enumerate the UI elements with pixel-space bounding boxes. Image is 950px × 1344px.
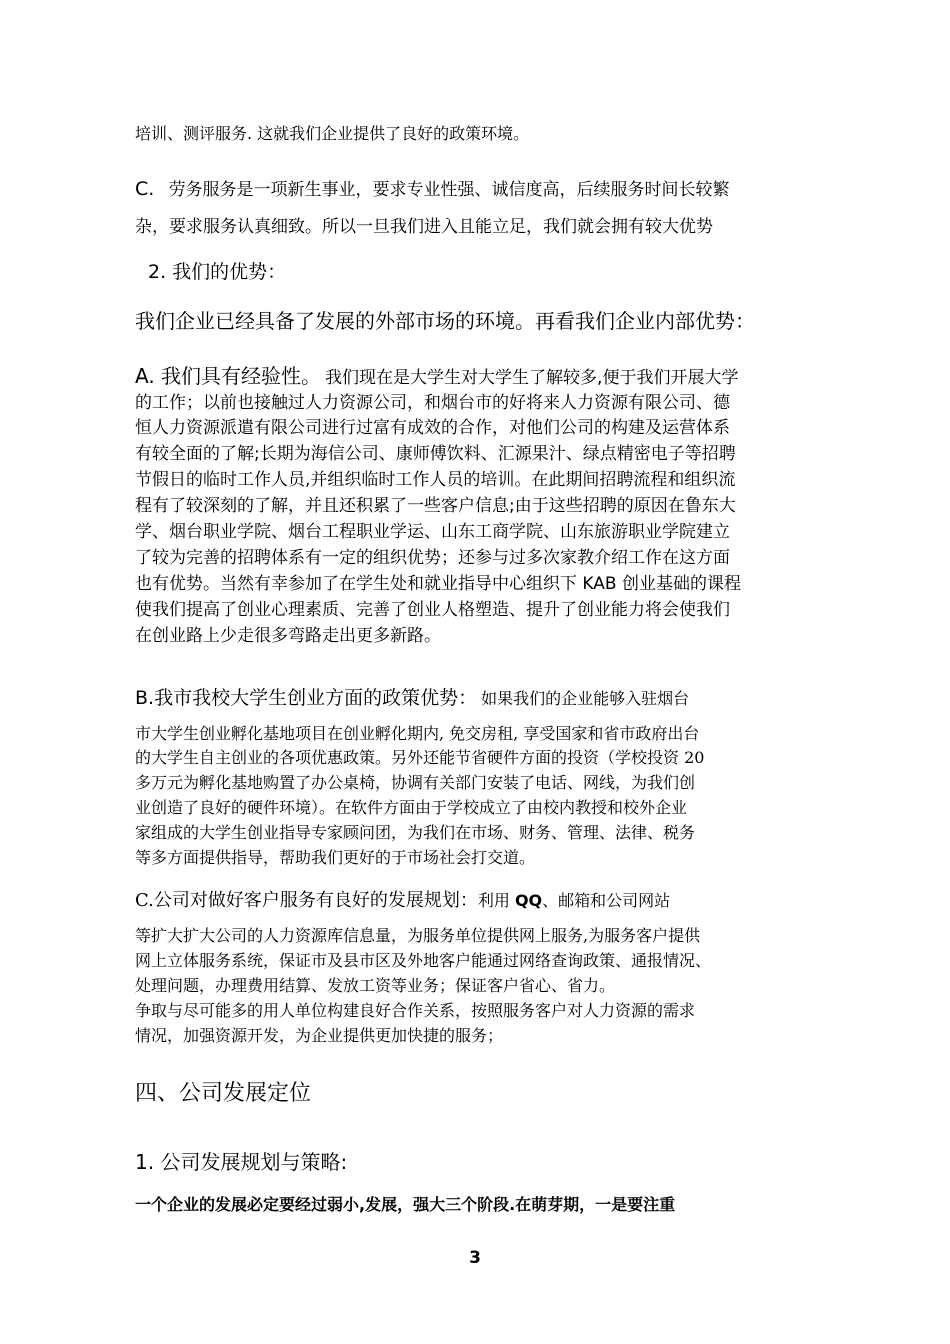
paragraph-line: 使我们提高了创业心理素质、完善了创业人格塑造、提升了创业能力将会使我们 xyxy=(135,600,730,620)
paragraph-text: 劳务服务是一项新生事业，要求专业性强、诚信度高，后续服务时间长较繁 xyxy=(168,180,730,200)
paragraph-line: 市大学生创业孵化基地项目在创业孵化期内, 免交房租, 享受国家和省市政府出台 xyxy=(135,724,700,743)
paragraph-line: 节假日的临时工作人员,并组织临时工作人员的培训。在此期间招聘流程和组织流 xyxy=(135,470,736,490)
paragraph-line: 了较为完善的招聘体系有一定的组织优势；还参与过多次家教介绍工作在这方面 xyxy=(135,548,730,568)
paragraph-line: 家组成的大学生创业指导专家顾问团，为我们在市场、财务、管理、法律、税务 xyxy=(135,823,696,842)
paragraph-line: 的大学生自主创业的各项优惠政策。另外还能节省硬件方面的投资（学校投资 20 xyxy=(135,748,705,767)
subheading: A. 我们具有经验性。 xyxy=(135,364,322,388)
paragraph-line: 学、烟台职业学院、烟台工程职业学运、山东工商学院、山东旅游职业学院建立 xyxy=(135,522,730,542)
paragraph-text: 、邮箱和公司网站 xyxy=(542,891,671,910)
paragraph-line xyxy=(135,360,738,389)
paragraph-line: 我们企业已经具备了发展的外部市场的环境。再看我们企业内部优势： xyxy=(135,309,755,333)
page-number: 3 xyxy=(469,1248,481,1268)
paragraph-line: 恒人力资源派遣有限公司进行过富有成效的合作，对他们公司的构建及运营体系 xyxy=(135,418,730,438)
paragraph-text: 我们现在是大学生对大学生了解较多,便于我们开展大学 xyxy=(325,368,739,388)
paragraph-line: 培训、测评服务. 这就我们企业提供了良好的政策环境。 xyxy=(135,124,530,143)
paragraph-line xyxy=(135,886,670,912)
paragraph-text: 如果我们的企业能够入驻烟台 xyxy=(481,689,690,708)
paragraph-line: 网上立体服务系统，保证市及县市区及外地客户能通过网络查询政策、通报情况、 xyxy=(135,951,712,970)
paragraph-line xyxy=(135,175,730,200)
paragraph-line: 的工作；以前也接触过人力资源公司，和烟台市的好将来人力资源有限公司、德 xyxy=(135,393,730,413)
section-heading: 1. 公司发展规划与策略: xyxy=(135,1150,348,1174)
subheading: C.公司对做好客户服务有良好的发展规划： xyxy=(135,890,478,911)
section-heading: 四、公司发展定位 xyxy=(135,1081,312,1106)
paragraph-line: 在创业路上少走很多弯路走出更多新路。 xyxy=(135,626,441,646)
paragraph-line: 杂，要求服务认真细致。所以一旦我们进入且能立足，我们就会拥有较大优势 xyxy=(135,217,713,237)
paragraph-line: 处理问题，办理费用结算、发放工资等业务；保证客户省心、省力。 xyxy=(135,976,616,995)
paragraph-line: 情况，加强资源开发，为企业提供更加快捷的服务； xyxy=(135,1026,504,1045)
paragraph-line: 等扩大扩大公司的人力资源库信息量，为服务单位提供网上服务,为服务客户提供 xyxy=(135,926,701,945)
paragraph-line: 程有了较深刻的了解，并且还积累了一些客户信息;由于这些招聘的原因在鲁东大 xyxy=(135,496,736,516)
subheading: B.我市我校大学生创业方面的政策优势： xyxy=(135,687,478,709)
list-marker: C. xyxy=(135,178,155,200)
paragraph-line: 等多方面提供指导，帮助我们更好的于市场社会打交道。 xyxy=(135,848,536,867)
paragraph-line: 多万元为孵化基地购置了办公桌椅，协调有关部门安装了电话、网线，为我们创 xyxy=(135,773,696,792)
paragraph-line: 一个企业的发展必定要经过弱小,发展，强大三个阶段.在萌芽期，一是要注重 xyxy=(135,1195,676,1214)
paragraph-line: 争取与尽可能多的用人单位构建良好合作关系，按照服务客户对人力资源的需求 xyxy=(135,1001,696,1020)
section-heading: 2. 我们的优势： xyxy=(148,261,287,283)
paragraph-line: 业创造了良好的硬件环境）。在软件方面由于学校成立了由校内教授和校外企业 xyxy=(135,798,688,817)
paragraph-line: 有较全面的了解;长期为海信公司、康师傅饮料、汇源果汁、绿点精密电子等招聘 xyxy=(135,444,736,464)
paragraph-line: 也有优势。当然有幸参加了在学生处和就业指导中心组织下 KAB 创业基础的课程 xyxy=(135,574,741,594)
paragraph-line xyxy=(135,683,689,710)
paragraph-text: 利用 xyxy=(477,891,515,910)
qq-text: QQ xyxy=(514,891,543,910)
